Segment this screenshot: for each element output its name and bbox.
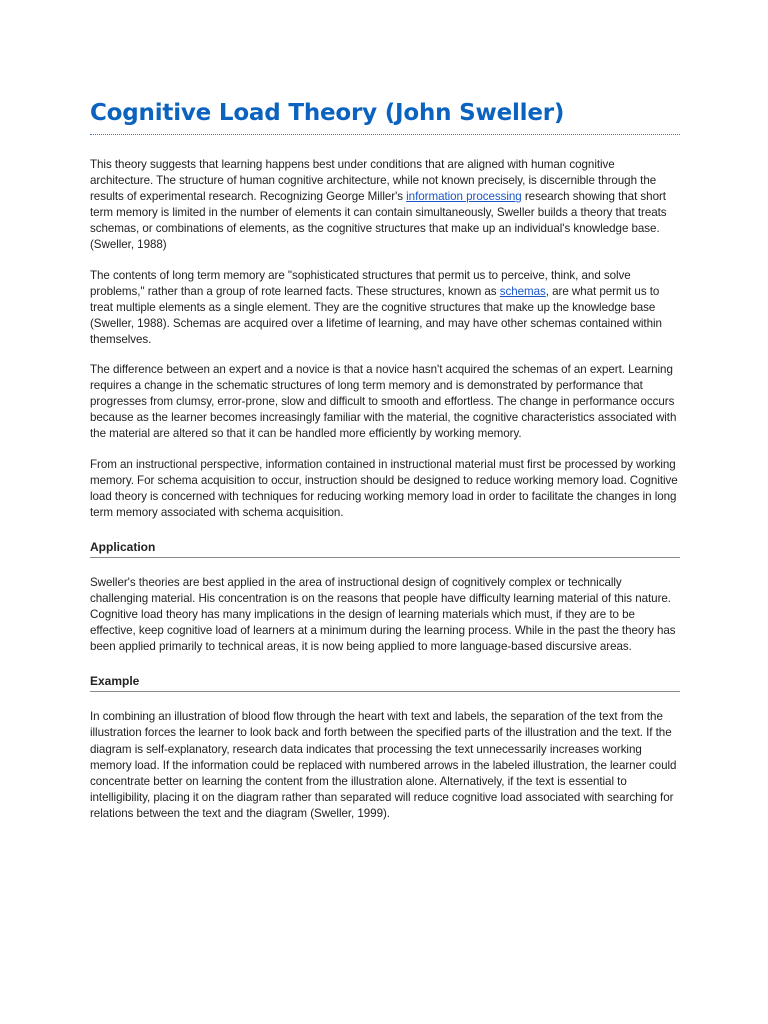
- page-title: Cognitive Load Theory (John Sweller): [90, 96, 680, 135]
- schemas-link[interactable]: schemas: [499, 284, 546, 298]
- intro-paragraph-4: From an instructional perspective, information contained in instructional material must first be processed by working memory. For schema acquisition to occur, instruction should be designed to reduce working memory load. Cognitive load theory is concerned with techniques for reducing working memory load in order to facilitate the changes in long term memory associated with schema acquisition.: [90, 457, 678, 519]
- intro-paragraph-2: [90, 268, 680, 348]
- application-heading: Application: [90, 539, 680, 558]
- intro-p1-text-b: research showing that short term memory is limited in the number of elements it can contain simultaneously, Sweller builds a theory that treats schemas, or combinations of elements, as the cognitive structures that make up an individual's knowledge base. (Sweller, 1988): [90, 190, 667, 252]
- intro-p2-text-a: The contents of long term memory are "sophisticated structures that permit us to perceive, think, and solve problems," rather than a group of rote learned facts. These structures, known as: [90, 268, 631, 298]
- document-page: [90, 96, 680, 822]
- example-paragraph: In combining an illustration of blood flow through the heart with text and labels, the separation of the text from the illustration forces the learner to look back and forth between the specified parts of the illustration and the text. If the diagram is self-explanatory, research data indicates that processing the text unnecessarily increases working memory load. If the information could be replaced with numbered arrows in the labeled illustration, the learner could concentrate better on learning the content from the illustration alone. Alternatively, if the text is essential to intelligibility, placing it on the diagram rather than separated will reduce cognitive load associated with searching for relations between the text and the diagram (Sweller, 1999).: [90, 710, 677, 820]
- application-paragraph: Sweller's theories are best applied in the area of instructional design of cognitively complex or technically challenging material. His concentration is on the reasons that people have difficulty learning material of this nature. Cognitive load theory has many implications in the design of learning materials which must, if they are to be effective, keep cognitive load of learners at a minimum during the learning process. While in the past the theory has been applied primarily to technical areas, it is now being applied to more language-based discursive areas.: [90, 575, 676, 654]
- example-heading: Example: [90, 673, 680, 692]
- intro-p2-text-b: , are what permit us to treat multiple elements as a single element. They are the cognitive structures that make up the knowledge base (Sweller, 1988). Schemas are acquired over a lifetime of learning, and may have other schemas contained within themselves.: [90, 284, 662, 346]
- intro-p1-text-a: This theory suggests that learning happens best under conditions that are aligned with human cognitive architecture. The structure of human cognitive architecture, while not known precisely, is discernible through the results of experimental research. Recognizing George Miller's: [90, 158, 657, 204]
- information-processing-link[interactable]: information processing: [406, 190, 522, 204]
- intro-paragraph-3: The difference between an expert and a novice is that a novice hasn't acquired the schemas of an expert. Learning requires a change in the schematic structures of long term memory and is demonstrated by performance that progresses from clumsy, error-prone, slow and difficult to smooth and effortless. The change in performance occurs because as the learner becomes increasingly familiar with the material, the cognitive characteristics associated with the material are altered so that it can be handled more efficiently by working memory.: [90, 363, 677, 441]
- intro-paragraph-1: [90, 157, 680, 254]
